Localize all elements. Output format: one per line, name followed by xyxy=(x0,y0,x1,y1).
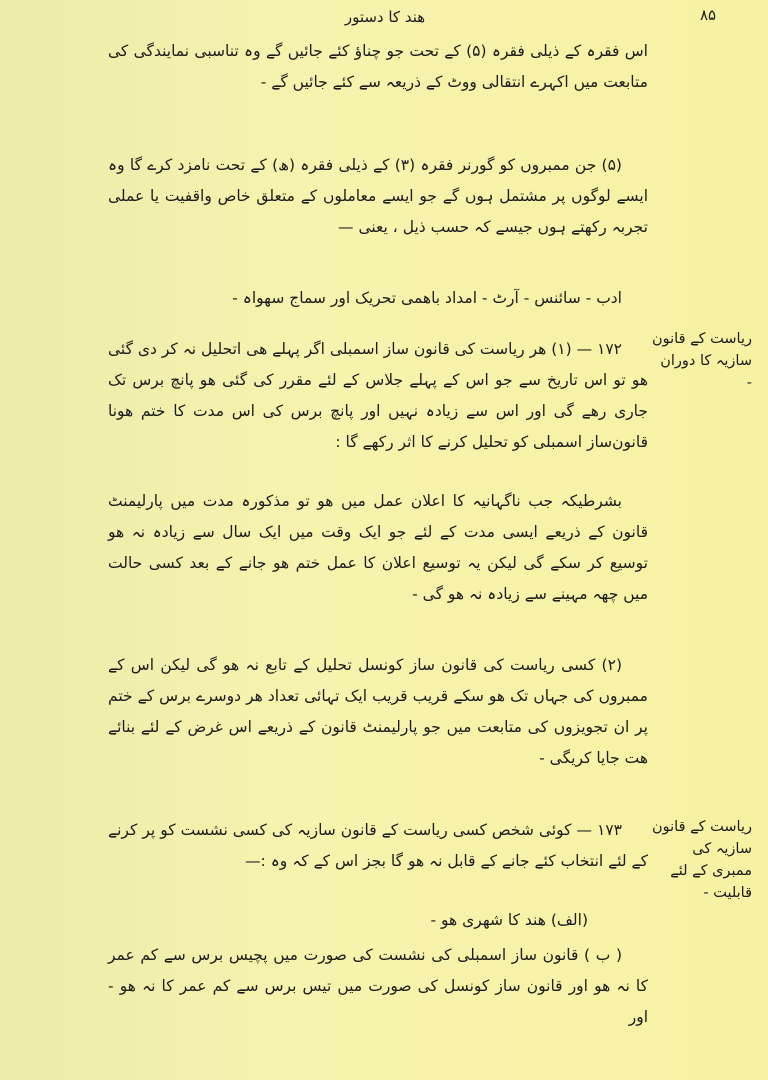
running-title: هند کا دستور xyxy=(344,8,426,26)
paragraph-text: ۱۷۲ — (۱) ھر ریاست کی قانون ساز اسمبلی اگر پہلے ھی اتحلیل نہ کر دی گئی ھو تو اس تاریخ سے جو اس کے پہلے جلاس کے لئے مقرر کی گئی ھو پانچ برس تک جاری رھے گی اور اس سے زیادہ نہیں اور پانچ برس کی اس مدت کا ختم ھونا قانون‌ساز اسمبلی کو تحلیل کرنے کا اثر رکھے گا : xyxy=(108,340,648,451)
paragraph-clause-5-intro xyxy=(108,36,648,98)
paragraph-text: بشرطیکہ جب ناگہانیہ کا اعلان عمل میں ھو تو مذکورہ مدت میں پارلیمنٹ قانون کے ذریعے ایسی مدت کے لئے جو ایک وقت میں ایک سال سے زیادہ نہ ھو توسیع کر سکے گی لیکن یہ توسیع اعلان کا عمل ختم ھو جانے کے بعد کسی حالت میں چھہ مہینے سے زیادہ نہ ھو گی - xyxy=(108,492,648,603)
page-number: ۸۵ xyxy=(700,6,717,24)
paragraph-text: (۲) کسی ریاست کی قانون ساز کونسل تحلیل کے تابع نہ ھو گی لیکن اس کے ممبروں کی جہاں تک ھو سکے قریب قریب ایک تہائی تعداد ھر دوسرے برس کے ختم پر ان تجویزوں کی متابعت میں جو پارلیمنٹ قانون کے ذریعے اس غرض کے لئے بنائے ھت جایا کریگی - xyxy=(108,656,648,767)
paragraph-clause-be xyxy=(108,940,648,1033)
paragraph-article-172-2 xyxy=(108,650,648,774)
page-header xyxy=(0,6,768,30)
paragraph-fields-list xyxy=(108,283,648,314)
paragraph-text: (۵) جن ممبروں کو گورنر فقرہ (۳) کے ذیلی فقرہ (ھ) کے تحت نامزد کرے گا وہ ایسے لوگوں پر مشتمل ہوں گے جو ایسے معاملوں کے متعلق خاص واقفیت یا عملی تجربہ رکھتے ہوں جیسے کہ حسب ذیل ، یعنی — xyxy=(108,156,648,236)
paragraph-text: اس فقرہ کے ذیلی فقرہ (۵) کے تحت جو چناؤ کئے جائیں گے وہ تناسبی نمایندگی کی متابعت میں اکہرے انتقالی ووٹ کے ذریعہ سے کئے جائیں گے - xyxy=(108,42,648,91)
margin-note-qualification: ریاست کے قانون سازیہ کی ممبری کے لئے قابلیت - xyxy=(652,819,752,901)
margin-note-duration: ریاست کے قانون سازیہ کا دوران - xyxy=(652,331,752,391)
paragraph-text: ( ب ) قانون ساز اسمبلی کی نشست کی صورت میں پچیس برس سے کم عمر کا نہ ھو اور قانون ساز کونسل کی صورت میں تیس برس سے کم عمر کا نہ ھو - اور xyxy=(108,946,648,1026)
paragraph-text: ادب - سائنس - آرٹ - امداد باھمی تحریک اور سماج سھواہ - xyxy=(232,289,622,307)
paragraph-article-173 xyxy=(108,815,648,877)
paragraph-proviso xyxy=(108,486,648,610)
paragraph-clause-5 xyxy=(108,150,648,243)
paragraph-clause-alif xyxy=(108,905,648,936)
paragraph-text: (الف) ھند کا شھری ھو - xyxy=(430,911,588,929)
paragraph-article-172-1 xyxy=(108,334,648,458)
paragraph-text: ۱۷۳ — کوئی شخص کسی ریاست کے قانون سازیہ کی کسی نشست کو پر کرنے کے لئے انتخاب کئے جانے کے قابل نہ ھو گا بجز اس کے کہ وہ :— xyxy=(108,821,648,870)
